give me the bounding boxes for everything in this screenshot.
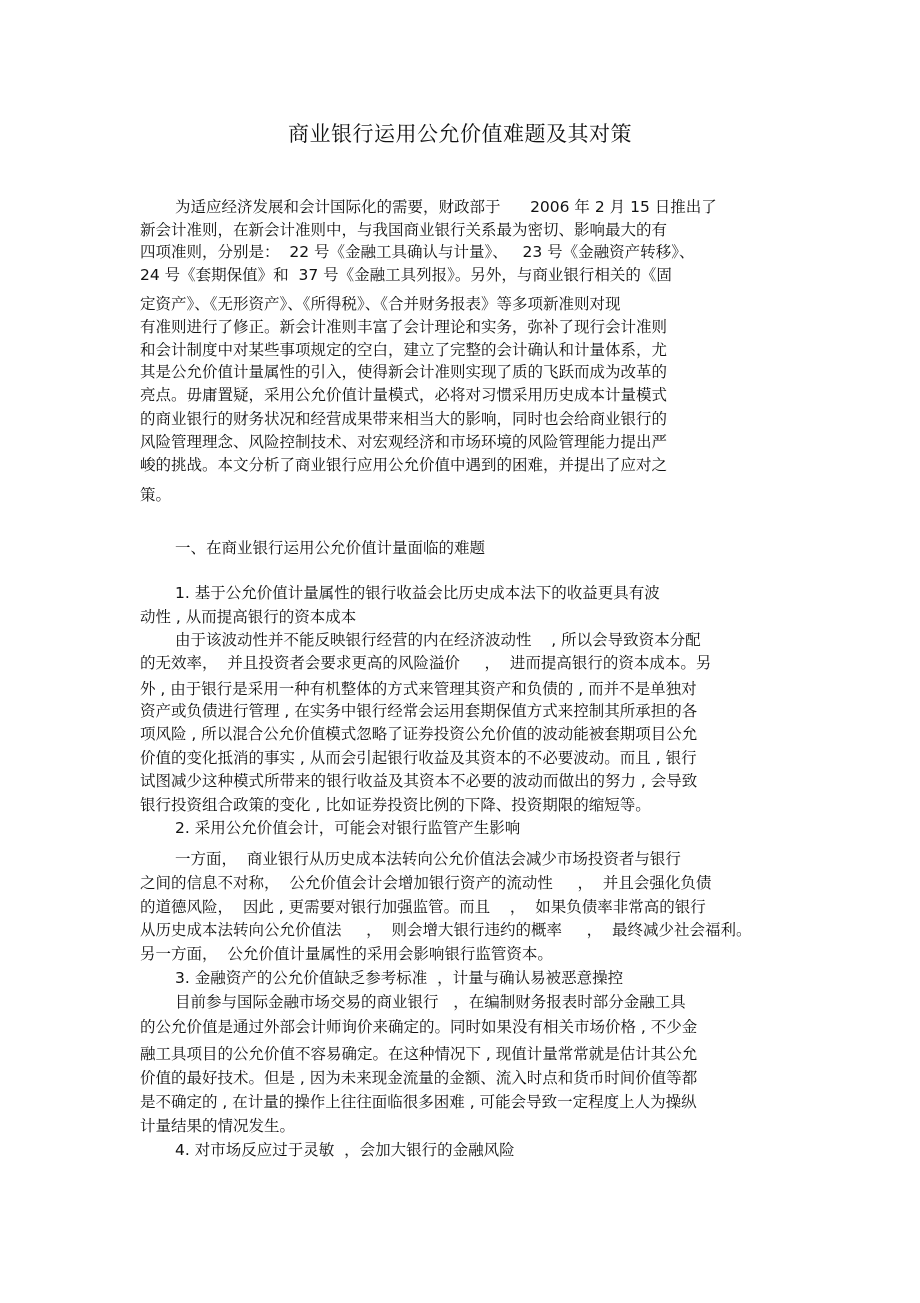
- text-line: 一、在商业银行运用公允价值计量面临的难题: [175, 539, 486, 557]
- text-line: 24 号《套期保值》和 37 号《金融工具列报》。另外，与商业银行相关的《固: [140, 266, 672, 284]
- text-line: 融工具项目的公允价值不容易确定。在这种情况下 , 现值计量常常就是估计其公允: [140, 1045, 698, 1063]
- text-line: 价值的变化抵消的事实 , 从而会引起银行收益及其资本的不必要波动。而且 , 银行: [140, 749, 697, 767]
- text-line: 其是公允价值计量属性的引入，使得新会计准则实现了质的飞跃而成为改革的: [140, 363, 668, 381]
- text-line: 3. 金融资产的公允价值缺乏参考标准 ，计量与确认易被恶意操控: [175, 969, 624, 987]
- text-line: 新会计准则，在新会计准则中，与我国商业银行关系最为密切、影响最大的有: [140, 221, 668, 239]
- text-line: 的公允价值是通过外部会计师询价来确定的。同时如果没有相关市场价格 , 不少金: [140, 1018, 698, 1036]
- text-line: 资产或负债进行管理 , 在实务中银行经常会运用套期保值方式来控制其所承担的各: [140, 702, 698, 720]
- text-line: 动性 , 从而提高银行的资本成本: [140, 608, 357, 626]
- text-line: 目前参与国际金融市场交易的商业银行 ，在编制财务报表时部分金融工具: [175, 993, 686, 1011]
- text-line: 由于该波动性并不能反映银行经营的内在经济波动性 , 所以会导致资本分配: [175, 631, 701, 649]
- document-title: 商业银行运用公允价值难题及其对策: [288, 122, 632, 146]
- text-line: 1. 基于公允价值计量属性的银行收益会比历史成本法下的收益更具有波: [175, 584, 660, 602]
- text-line: 策。: [140, 486, 172, 504]
- text-line: 的商业银行的财务状况和经营成果带来相当大的影响，同时也会给商业银行的: [140, 410, 668, 428]
- text-line: 亮点。毋庸置疑，采用公允价值计量模式，必将对习惯采用历史成本计量模式: [140, 386, 668, 404]
- text-line: 外 , 由于银行是采用一种有机整体的方式来管理其资产和负债的 , 而并不是单独对: [140, 680, 697, 698]
- text-line: 的无效率， 并且投资者会要求更高的风险溢价 ， 进而提高银行的资本成本。另: [140, 654, 712, 672]
- text-line: 2. 采用公允价值会计，可能会对银行监管产生影响: [175, 819, 521, 837]
- text-line: 计量结果的情况发生。: [140, 1117, 296, 1135]
- text-line: 和会计制度中对某些事项规定的空白，建立了完整的会计确认和计量体系，尤: [140, 341, 668, 359]
- text-line: 四项准则，分别是： 22 号《金融工具确认与计量》、 23 号《金融资产转移》、: [140, 243, 695, 261]
- text-line: 4. 对市场反应过于灵敏 ，会加大银行的金融风险: [175, 1141, 515, 1159]
- text-line: 一方面， 商业银行从历史成本法转向公允价值法会减少市场投资者与银行: [175, 850, 681, 868]
- text-line: 为适应经济发展和会计国际化的需要，财政部于 2006 年 2 月 15 日推出了: [175, 198, 717, 216]
- text-line: 项风险 , 所以混合公允价值模式忽略了证券投资公允价值的波动能被套期项目公允: [140, 725, 698, 743]
- text-line: 试图减少这种模式所带来的银行收益及其资本不必要的波动而做出的努力 , 会导致: [140, 772, 698, 790]
- text-line: 价值的最好技术。但是 , 因为未来现金流量的金额、流入时点和货币时间价值等都: [140, 1069, 698, 1087]
- text-line: 从历史成本法转向公允价值法 ， 则会增大银行违约的概率 ， 最终减少社会福利。: [140, 921, 752, 939]
- text-line: 峻的挑战。本文分析了商业银行应用公允价值中遇到的困难，并提出了应对之: [140, 456, 668, 474]
- text-line: 银行投资组合政策的变化 , 比如证券投资比例的下降、投资期限的缩短等。: [140, 796, 651, 814]
- text-line: 是不确定的 , 在计量的操作上往往面临很多困难 , 可能会导致一定程度上人为操纵: [140, 1093, 697, 1111]
- text-line: 定资产》、《无形资产》、《所得税》、《合并财务报表》等多项新准则对现: [140, 295, 621, 313]
- text-line: 之间的信息不对称， 公允价值会计会增加银行资产的流动性 ， 并且会强化负债: [140, 874, 712, 892]
- text-line: 另一方面， 公允价值计量属性的采用会影响银行监管资本。: [140, 945, 553, 963]
- text-line: 风险管理理念、风险控制技术、对宏观经济和市场环境的风险管理能力提出严: [140, 433, 668, 451]
- text-line: 有准则进行了修正。新会计准则丰富了会计理论和实务，弥补了现行会计准则: [140, 318, 668, 336]
- text-line: 的道德风险， 因此 , 更需要对银行加强监管。而且 ， 如果负债率非常高的银行: [140, 898, 706, 916]
